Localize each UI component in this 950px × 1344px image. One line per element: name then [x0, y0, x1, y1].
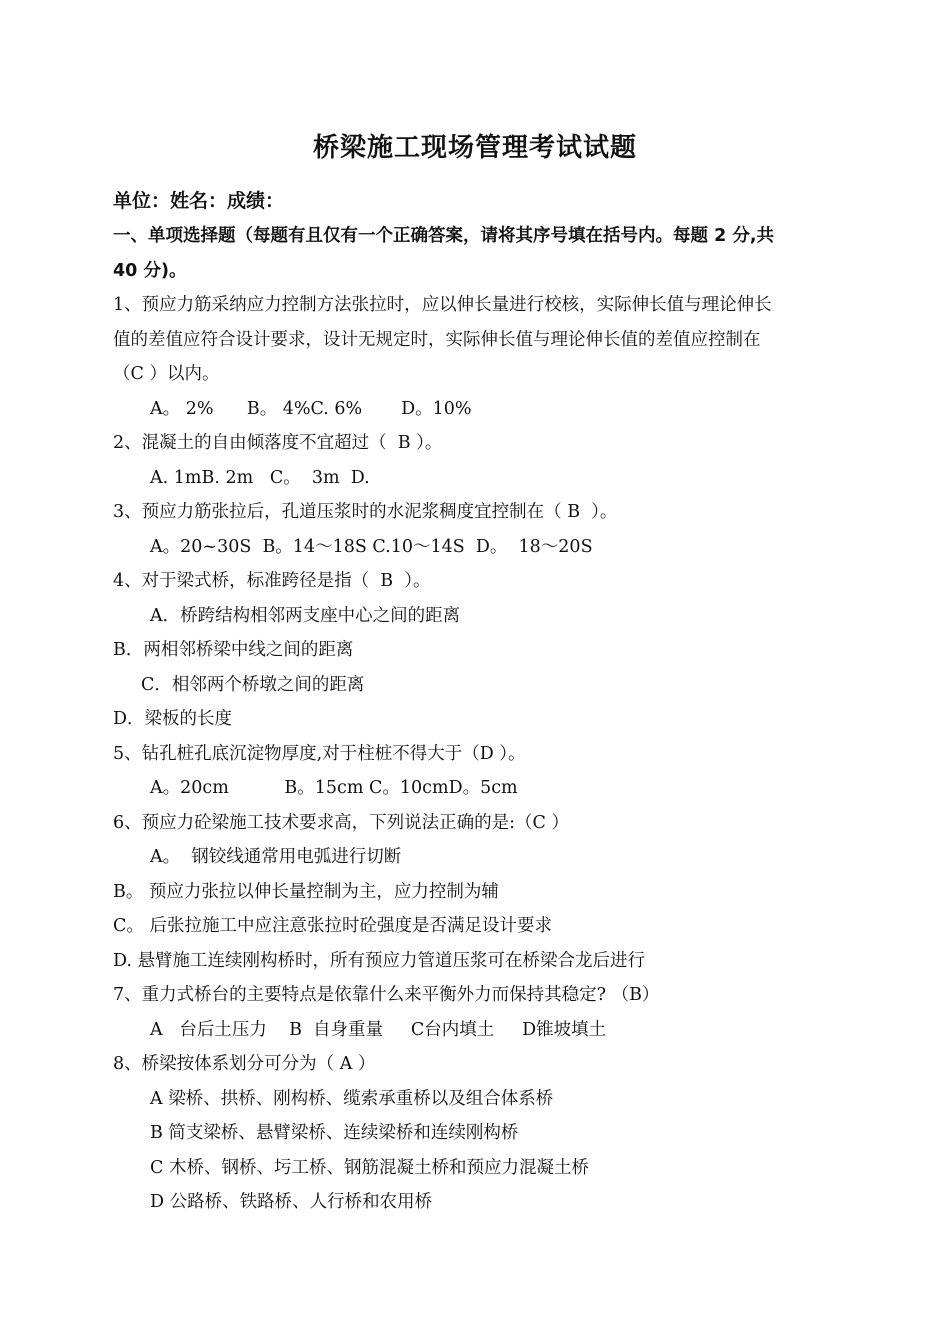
question-4-option-b: B．两相邻桥梁中线之间的距离 [113, 640, 354, 660]
question-1-stem-line-3: （C ）以内。 [113, 364, 220, 384]
question-3-stem: 3、预应力筋张拉后，孔道压浆时的水泥浆稠度宜控制在（ B ）。 [113, 502, 618, 522]
question-7-stem: 7、重力式桥台的主要特点是依靠什么来平衡外力而保持其稳定? （B） [113, 985, 660, 1005]
question-6-stem: 6、预应力砼梁施工技术要求高，下列说法正确的是:（C ） [113, 812, 569, 833]
question-1-stem-line-1: 1、预应力筋采纳应力控制方法张拉时，应以伸长量进行校核，实际伸长值与理论伸长 [113, 295, 772, 315]
question-2-stem: 2、混凝土的自由倾落度不宜超过（ B ）。 [113, 433, 443, 453]
question-6-option-c: C。 后张拉施工中应注意张拉时砼强度是否满足设计要求 [113, 916, 552, 936]
question-1-options: A。 2% B。 4%C. 6% D。10% [150, 398, 472, 419]
question-4-stem: 4、对于梁式桥，标准跨径是指（ B ）。 [113, 571, 431, 591]
question-4-option-a: A．桥跨结构相邻两支座中心之间的距离 [150, 605, 461, 626]
question-6-option-b: B。 预应力张拉以伸长量控制为主，应力控制为辅 [113, 881, 499, 902]
question-4-option-c: C．相邻两个桥墩之间的距离 [141, 674, 365, 695]
question-1-stem-line-2: 值的差值应符合设计要求，设计无规定时，实际伸长值与理论伸长值的差值应控制在 [113, 329, 761, 350]
question-7-options: A 台后土压力 B 自身重量 C台内填土 D锥坡填土 [150, 1019, 607, 1040]
question-8-option-c: C 木桥、钢桥、圬工桥、钢筋混凝土桥和预应力混凝土桥 [150, 1157, 589, 1178]
question-6-option-d: D. 悬臂施工连续刚构桥时，所有预应力管道压浆可在桥梁合龙后进行 [113, 950, 646, 971]
page-title: 桥梁施工现场管理考试试题 [312, 133, 637, 163]
section-heading-line-2: 40 分)。 [113, 260, 187, 281]
question-8-stem: 8、桥梁按体系划分可分为（ A ） [113, 1054, 376, 1074]
header-fields-line: 单位：姓名：成绩： [113, 190, 285, 212]
question-5-options: A。20cm B。15cm C。10cmD。5cm [150, 778, 518, 798]
question-8-option-b: B 简支梁桥、悬臂梁桥、连续梁桥和连续刚构桥 [150, 1123, 519, 1143]
question-8-option-d: D 公路桥、铁路桥、人行桥和农用桥 [150, 1192, 433, 1212]
question-3-options: A。20~30S B。14～18S C.10～14S D。 18～20S [150, 536, 593, 557]
question-4-option-d: D．梁板的长度 [113, 709, 233, 729]
question-6-option-a: A。 钢铰线通常用电弧进行切断 [150, 847, 402, 867]
question-5-stem: 5、钻孔桩孔底沉淀物厚度,对于柱桩不得大于（D ）。 [113, 743, 526, 764]
document-body [113, 183, 843, 1220]
section-heading-line-1: 一、单项选择题（每题有且仅有一个正确答案，请将其序号填在括号内。每题 2 分,共 [113, 226, 775, 246]
question-8-option-a: A 梁桥、拱桥、刚构桥、缆索承重桥以及组合体系桥 [150, 1088, 554, 1109]
question-2-options: A. 1mB. 2m C。 3m D. [150, 467, 370, 488]
